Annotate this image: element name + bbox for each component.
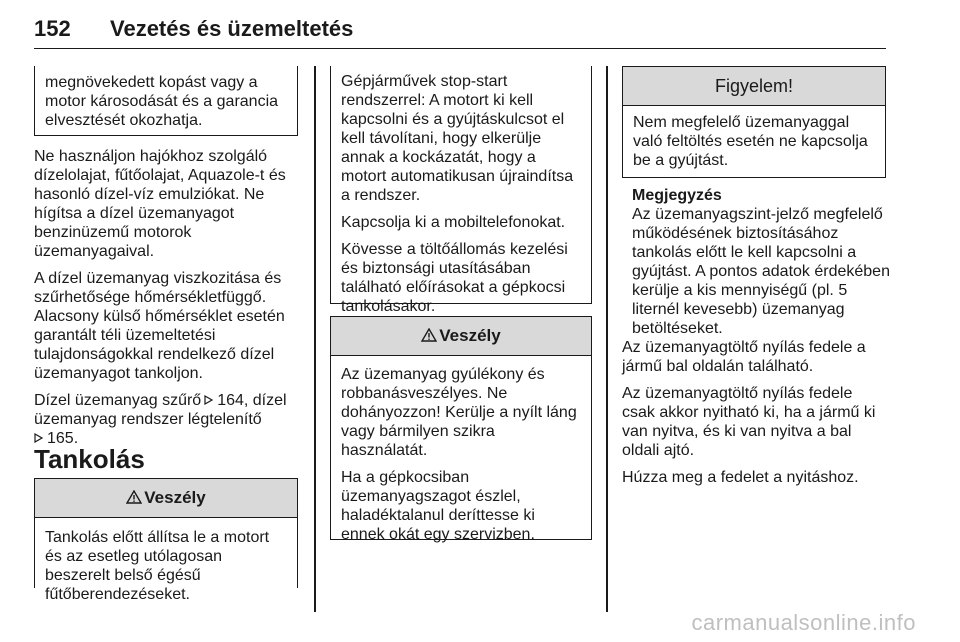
section-heading-tankolas: Tankolás bbox=[34, 444, 145, 474]
caution-box bbox=[622, 66, 886, 178]
danger-box-title: Veszély bbox=[144, 488, 206, 507]
paragraph-diesel-types: Ne használjon hajókhoz szolgáló dízelolajat, fűtőolajat, Aquazole-t és hasonló dízel-víz emulziókat. Ne hígítsa a dízel üzemanyagot benzinüzemű motorok üzemanyagaival. bbox=[34, 148, 286, 260]
caution-box-title: Figyelem! bbox=[714, 76, 794, 96]
crossref-page-1[interactable]: 164 bbox=[217, 392, 244, 409]
paragraph-flap-open: Húzza meg a fedelet a nyitáshoz. bbox=[622, 469, 859, 486]
danger-box-title: Veszély bbox=[439, 326, 501, 345]
paragraph-flap-unlock: Az üzemanyagtöltő nyílás fedele csak akkor nyitható ki, ha a jármű ki van nyitva, és ki van nyitva a bal oldali ajtó. bbox=[622, 385, 876, 459]
page-header bbox=[34, 10, 886, 49]
warning-triangle-icon bbox=[421, 328, 437, 342]
paragraph-flap-location: Az üzemanyagtöltő nyílás fedele a jármű bal oldalán található. bbox=[622, 339, 866, 375]
crossref-text-1: Dízel üzemanyag szűrő bbox=[34, 392, 202, 409]
danger-box-text: Tankolás előtt állítsa le a motort és az esetleg utólagosan beszerelt belső égésű fűtőberendezéseket. bbox=[45, 529, 270, 603]
crossref-arrow-icon bbox=[34, 433, 44, 443]
warning-station-text: Kövesse a töltőállomás kezelési és biztonsági utasításában található előírásokat a gépkocsi tankolásakor. bbox=[341, 241, 568, 315]
note-title: Megjegyzés bbox=[632, 187, 722, 204]
crossref-page-2[interactable]: 165 bbox=[47, 430, 74, 447]
caution-box-header bbox=[623, 67, 885, 106]
watermark: carmanualsonline.info bbox=[691, 610, 916, 635]
danger-flammable-text: Az üzemanyag gyúlékony és robbanásveszélyes. Ne dohányozzon! Kerülje a nyílt láng vagy bármilyen szikra használatát. bbox=[341, 366, 577, 459]
note-text: Az üzemanyagszint-jelző megfelelő működésének biztosításához tankolás előtt le kell kapcsolni a gyújtást. A pontos adatok érdekében kerülje a kis mennyiségű (pl. 5 liternél kevesebb) üzemanyag betöltéseket. bbox=[632, 206, 890, 337]
danger-box-fuel bbox=[330, 316, 592, 543]
column-divider-1 bbox=[314, 66, 316, 612]
warning-continued-text: megnövekedett kopást vagy a motor károsodását és a garancia elvesztését okozhatja. bbox=[45, 74, 279, 129]
page-title: Vezetés és üzemeltetés bbox=[110, 16, 354, 41]
warning-box-continued bbox=[34, 66, 298, 136]
paragraph-diesel-viscosity: A dízel üzemanyag viszkozitása és szűrhetősége hőmérsékletfüggő. Alacsony külső hőmérséklet esetén garantált téli üzemeltetési tulajdonságokkal rendelkező dízel üzemanyagot tankoljon. bbox=[34, 270, 285, 382]
page-number: 152 bbox=[34, 16, 71, 41]
crossref-arrow-icon bbox=[204, 395, 214, 405]
warning-box-stopstart bbox=[330, 66, 592, 315]
danger-box-header bbox=[35, 479, 297, 518]
crossref-end: . bbox=[73, 430, 79, 447]
danger-box-refuel bbox=[34, 478, 298, 603]
paragraph-diesel-crossref bbox=[34, 391, 298, 448]
warning-triangle-icon bbox=[126, 490, 142, 504]
danger-box-header bbox=[331, 317, 591, 356]
warning-stopstart-text: Gépjárművek stop-start rendszerrel: A motort ki kell kapcsolni és a gyújtáskulcsot el kell távolítani, hogy elkerülje annak a kockázatát, hogy a motort automatikusan újraindítsa a rendszer. bbox=[341, 73, 574, 204]
danger-smell-text: Ha a gépkocsiban üzemanyagszagot észlel, haladéktalanul deríttesse ki ennek okát egy szervizben. bbox=[341, 469, 535, 543]
warning-phones-text: Kapcsolja ki a mobiltelefonokat. bbox=[341, 214, 566, 231]
column-divider-2 bbox=[606, 66, 608, 612]
column-1-text bbox=[34, 147, 298, 456]
caution-box-text: Nem megfelelő üzemanyaggal való feltöltés esetén ne kapcsolja be a gyújtást. bbox=[633, 114, 868, 169]
column-3-text bbox=[622, 338, 888, 495]
note-block bbox=[632, 186, 892, 338]
crossref-text-2: , dízel üzemanyag rendszer légtelenítő bbox=[34, 392, 287, 428]
